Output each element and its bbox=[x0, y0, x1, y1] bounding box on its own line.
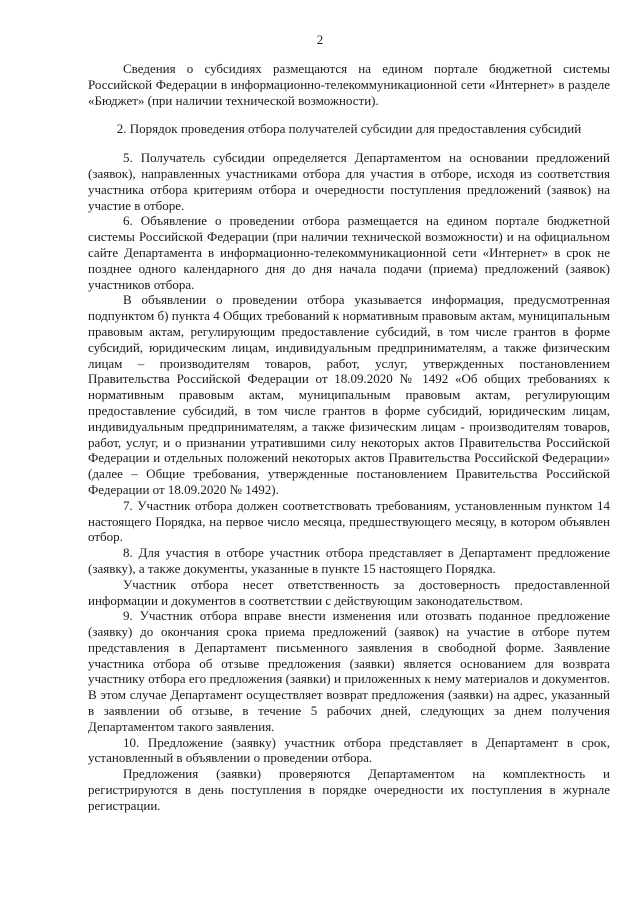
section-heading: 2. Порядок проведения отбора получателей субсидии для предоставления субсидий bbox=[116, 121, 582, 137]
paragraph-responsibility: Участник отбора несет ответственность за достоверность предоставленной информации и документов в соответствии с действующим законодательством. bbox=[88, 576, 610, 608]
paragraph-item-5: 5. Получатель субсидии определяется Департаментом на основании предложений (заявок), направленных участниками отбора для участия в отборе, исходя из соответствия участника отбора критериям отбора и очередности поступления предложений (заявок) на участие в отборе. bbox=[88, 150, 610, 213]
document-body bbox=[88, 61, 610, 814]
page-number: 2 bbox=[316, 32, 324, 47]
paragraph-item-8: 8. Для участия в отборе участник отбора представляет в Департамент предложение (заявку), а также документы, указанные в пункте 15 настоящего Порядка. bbox=[88, 545, 610, 576]
paragraph-item-7: 7. Участник отбора должен соответствовать требованиям, установленным пунктом 14 настоящего Порядка, на первое число месяца, предшествующего месяцу, в котором объявлен отбор. bbox=[88, 497, 610, 545]
paragraph-item-6: 6. Объявление о проведении отбора размещается на едином портале бюджетной системы Российской Федерации (при наличии технической возможности) и на официальном сайте Департамента в информационно-телекоммуникационной сети «Интернет» в срок не позднее одного календарного дня до дня начала подачи (приема) предложений (заявок) участников отбора. bbox=[88, 213, 610, 292]
paragraph-subsidy-info: Сведения о субсидиях размещаются на едином портале бюджетной системы Российской Федерации в информационно-телекоммуникационной сети «Интернет» в разделе «Бюджет» (при наличии технической возможности). bbox=[88, 61, 610, 108]
paragraph-announcement-info: В объявлении о проведении отбора указывается информация, предусмотренная подпунктом б) пункта 4 Общих требований к нормативным правовым актам, муниципальным правовым актам, регулирующим предоставление субсидий, в том числе грантов в форме субсидий, юридическим лицам, индивидуальным предпринимателям, а также физическим лицам – производителям товаров, работ, услуг, утвержденных постановлением Правительства Российской Федерации от 18.09.2020 № 1492 «Об общих требованиях к нормативным правовым актам, муниципальным правовым актам, регулирующим предоставление субсидий, в том числе грантов в форме субсидий, юридическим лицам, индивидуальным предпринимателям, а также физическим лицам - производителям товаров, работ, услуг, и о признании утратившими силу некоторых актов Правительства Российской Федерации и отдельных положений некоторых актов Правительства Российской Федерации» (далее – Общие требования, утвержденные постановлением Правительства Российской Федерации от 18.09.2020 № 1492). bbox=[88, 292, 610, 497]
paragraph-item-10: 10. Предложение (заявку) участник отбора представляет в Департамент в срок, установленный в объявлении о проведении отбора. bbox=[88, 734, 610, 766]
paragraph-item-9: 9. Участник отбора вправе внести изменения или отозвать поданное предложение (заявку) до окончания срока приема предложений (заявок) на участие в отборе путем представления в Департамент письменного заявления в свободной форме. Заявление участника отбора об отзыве предложения (заявки) является основанием для возврата участнику отбора его предложения (заявки) и приложенных к нему материалов и документов. В этом случае Департамент осуществляет возврат предложения (заявки) на адрес, указанный в заявлении об отзыве, в течение 5 рабочих дней, следующих за днем получения Департаментом такого заявления. bbox=[88, 608, 610, 734]
paragraph-registration: Предложения (заявки) проверяются Департаментом на комплектность и регистрируются в день поступления в порядке очередности их поступления в журнале регистрации. bbox=[88, 766, 610, 813]
